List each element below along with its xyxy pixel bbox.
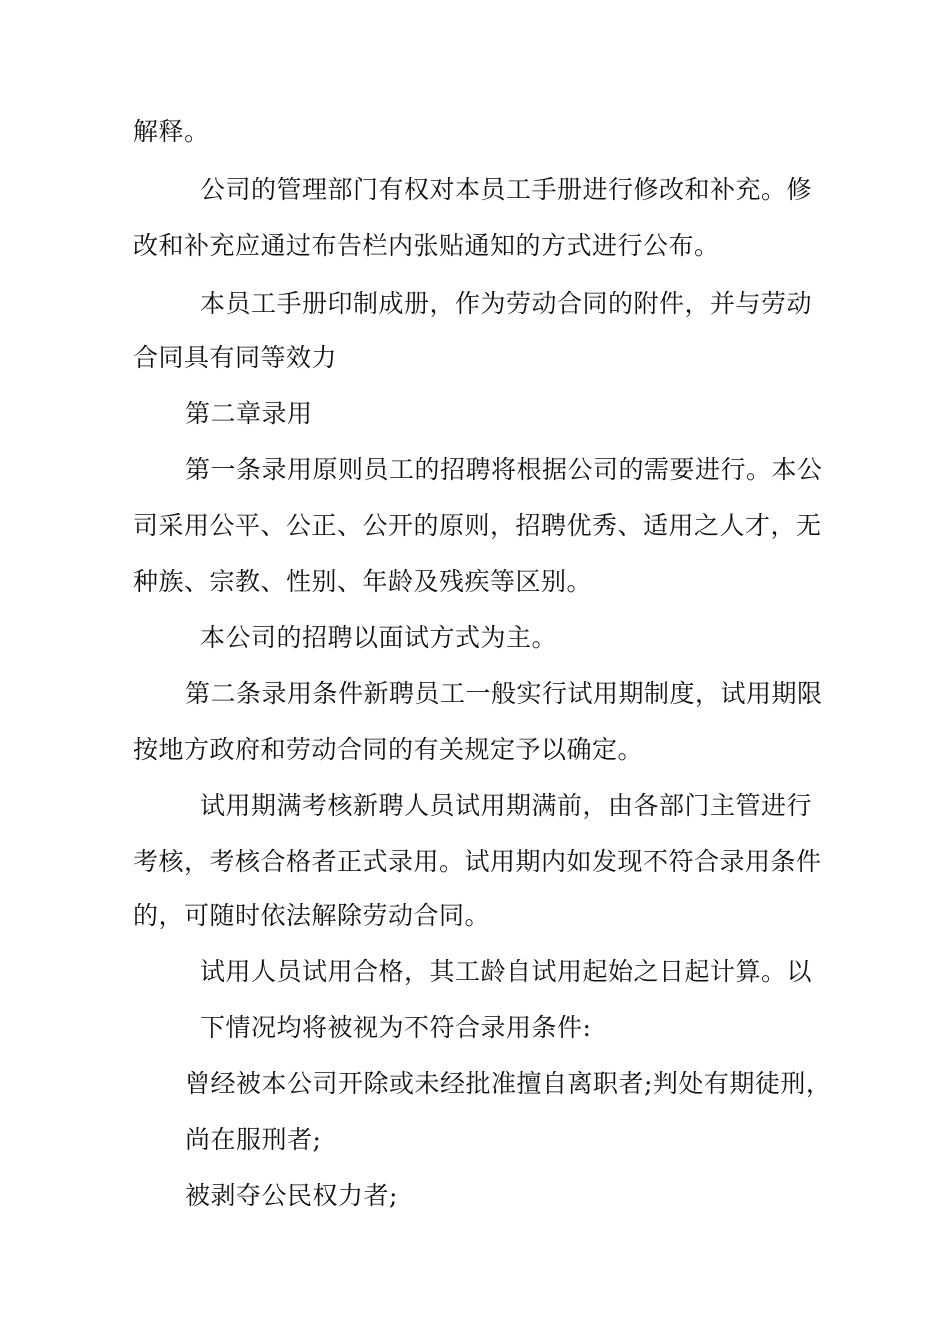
- text-line: 司采用公平、公正、公开的原则，招聘优秀、适用之人才，无: [133, 511, 822, 540]
- text-line: 试用期满考核新聘人员试用期满前，由各部门主管进行: [200, 791, 813, 820]
- text-line: 种族、宗教、性别、年龄及残疾等区别。: [133, 567, 593, 596]
- text-line: 被剥夺公民权力者;: [185, 1181, 398, 1210]
- text-line: 的，可随时依法解除劳动合同。: [133, 901, 491, 930]
- text-line: 试用人员试用合格，其工龄自试用起始之日起计算。以: [200, 957, 813, 986]
- text-line: 解释。: [133, 117, 210, 146]
- text-line: 合同具有同等效力: [133, 343, 338, 372]
- text-line: 本员工手册印制成册，作为劳动合同的附件，并与劳动: [200, 289, 813, 318]
- text-line: 第二条录用条件新聘员工一般实行试用期制度，试用期限: [185, 679, 823, 708]
- text-line: 尚在服刑者;: [185, 1125, 322, 1154]
- text-line: 曾经被本公司开除或未经批准擅自离职者;判处有期徒刑，: [185, 1069, 832, 1098]
- text-line: 考核，考核合格者正式录用。试用期内如发现不符合录用条件: [133, 847, 822, 876]
- text-line: 第一条录用原则员工的招聘将根据公司的需要进行。本公: [185, 455, 823, 484]
- text-line: 按地方政府和劳动合同的有关规定予以确定。: [133, 735, 644, 764]
- chapter-heading: 第二章录用: [185, 399, 313, 428]
- text-line: 改和补充应通过布告栏内张贴通知的方式进行公布。: [133, 231, 720, 260]
- text-line: 公司的管理部门有权对本员工手册进行修改和补充。修: [200, 175, 813, 204]
- text-line: 本公司的招聘以面试方式为主。: [200, 623, 558, 652]
- text-line: 下情况均将被视为不符合录用条件:: [200, 1013, 592, 1042]
